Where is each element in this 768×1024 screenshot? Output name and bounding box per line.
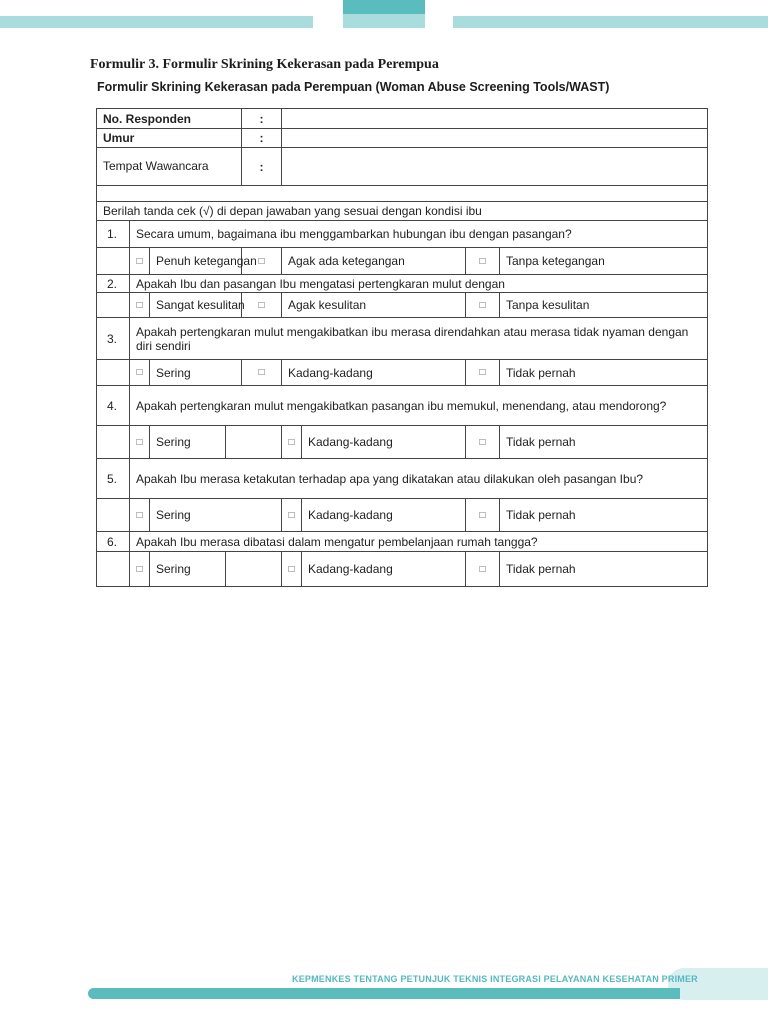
option-label: Sering <box>150 499 282 532</box>
question-row <box>97 221 708 248</box>
options-row <box>97 426 708 459</box>
option-label: Kadang-kadang <box>302 426 466 459</box>
spacer-row <box>97 186 708 202</box>
question-number: 2. <box>97 275 130 293</box>
field-colon: : <box>242 148 282 186</box>
options-row <box>97 293 708 318</box>
option-label: Tidak pernah <box>500 552 708 587</box>
question-text: Apakah Ibu merasa dibatasi dalam mengatur pembelanjaan rumah tangga? <box>130 532 708 552</box>
field-row <box>97 148 708 186</box>
checkbox-icon[interactable]: □ <box>242 248 282 275</box>
option-label: Sering <box>150 360 242 386</box>
checkbox-icon[interactable]: □ <box>282 426 302 459</box>
header-decor-bar-left <box>0 16 313 28</box>
question-number: 6. <box>97 532 130 552</box>
options-row <box>97 552 708 587</box>
question-text: Apakah Ibu dan pasangan Ibu mengatasi pertengkaran mulut dengan <box>130 275 708 293</box>
option-label: Tidak pernah <box>500 499 708 532</box>
checkbox-icon[interactable]: □ <box>130 499 150 532</box>
checkbox-icon[interactable]: □ <box>130 426 150 459</box>
tempat-wawancara-field[interactable] <box>282 148 708 186</box>
question-row <box>97 386 708 426</box>
option-label: Sangat kesulitan <box>150 293 242 318</box>
question-text: Apakah Ibu merasa ketakutan terhadap apa yang dikatakan atau dilakukan oleh pasangan Ibu? <box>130 459 708 499</box>
option-label: Tanpa ketegangan <box>500 248 708 275</box>
umur-field[interactable] <box>282 129 708 148</box>
checkbox-icon[interactable]: □ <box>466 248 500 275</box>
option-label: Tidak pernah <box>500 360 708 386</box>
option-label: Tidak pernah <box>500 426 708 459</box>
checkbox-icon[interactable]: □ <box>466 360 500 386</box>
checkbox-icon[interactable]: □ <box>130 552 150 587</box>
options-row <box>97 248 708 275</box>
question-number: 3. <box>97 318 130 360</box>
form-title: Formulir 3. Formulir Skrining Kekerasan pada Perempua <box>90 57 439 72</box>
option-label: Penuh ketegangan <box>150 248 242 275</box>
option-label: Kadang-kadang <box>302 552 466 587</box>
checkbox-icon[interactable]: □ <box>282 552 302 587</box>
question-text: Apakah pertengkaran mulut mengakibatkan pasangan ibu memukul, menendang, atau mendorong? <box>130 386 708 426</box>
form-subtitle: Formulir Skrining Kekerasan pada Perempuan (Woman Abuse Screening Tools/WAST) <box>97 80 610 94</box>
question-row <box>97 459 708 499</box>
field-colon: : <box>242 109 282 129</box>
option-label: Tanpa kesulitan <box>500 293 708 318</box>
checkbox-icon[interactable]: □ <box>130 293 150 318</box>
checkbox-icon[interactable]: □ <box>242 293 282 318</box>
option-label: Sering <box>150 552 226 587</box>
options-row <box>97 499 708 532</box>
wast-screening-table <box>96 108 708 587</box>
checkbox-icon[interactable]: □ <box>466 293 500 318</box>
instruction-row <box>97 202 708 221</box>
option-label: Kadang-kadang <box>282 360 466 386</box>
question-text: Apakah pertengkaran mulut mengakibatkan ibu merasa direndahkan atau merasa tidak nyaman dengan diri sendiri <box>130 318 708 360</box>
question-number: 1. <box>97 221 130 248</box>
option-label: Sering <box>150 426 226 459</box>
option-label: Kadang-kadang <box>302 499 466 532</box>
checkbox-icon[interactable]: □ <box>130 248 150 275</box>
question-number: 5. <box>97 459 130 499</box>
field-label-no-responden: No. Responden <box>97 109 242 129</box>
option-label: Agak kesulitan <box>282 293 466 318</box>
footer-text: KEPMENKES TENTANG PETUNJUK TEKNIS INTEGRASI PELAYANAN KESEHATAN PRIMER <box>292 974 698 984</box>
question-row <box>97 318 708 360</box>
option-label: Agak ada ketegangan <box>282 248 466 275</box>
options-row <box>97 360 708 386</box>
field-label-tempat-wawancara: Tempat Wawancara <box>97 148 242 186</box>
question-number: 4. <box>97 386 130 426</box>
checkbox-icon[interactable]: □ <box>466 499 500 532</box>
checkbox-icon[interactable]: □ <box>282 499 302 532</box>
header-decor-bar-right <box>453 16 768 28</box>
field-label-umur: Umur <box>97 129 242 148</box>
checkbox-icon[interactable]: □ <box>466 426 500 459</box>
question-text: Secara umum, bagaimana ibu menggambarkan hubungan ibu dengan pasangan? <box>130 221 708 248</box>
field-row <box>97 109 708 129</box>
footer-decor-bar <box>88 988 680 999</box>
footer-decor-tab <box>668 968 768 1000</box>
header-decor-tab <box>343 0 425 28</box>
checkbox-icon[interactable]: □ <box>242 360 282 386</box>
field-row <box>97 129 708 148</box>
checkbox-icon[interactable]: □ <box>466 552 500 587</box>
field-colon: : <box>242 129 282 148</box>
question-row <box>97 532 708 552</box>
checkbox-icon[interactable]: □ <box>130 360 150 386</box>
instruction-text: Berilah tanda cek (√) di depan jawaban yang sesuai dengan kondisi ibu <box>97 202 708 221</box>
question-row <box>97 275 708 293</box>
no-responden-field[interactable] <box>282 109 708 129</box>
